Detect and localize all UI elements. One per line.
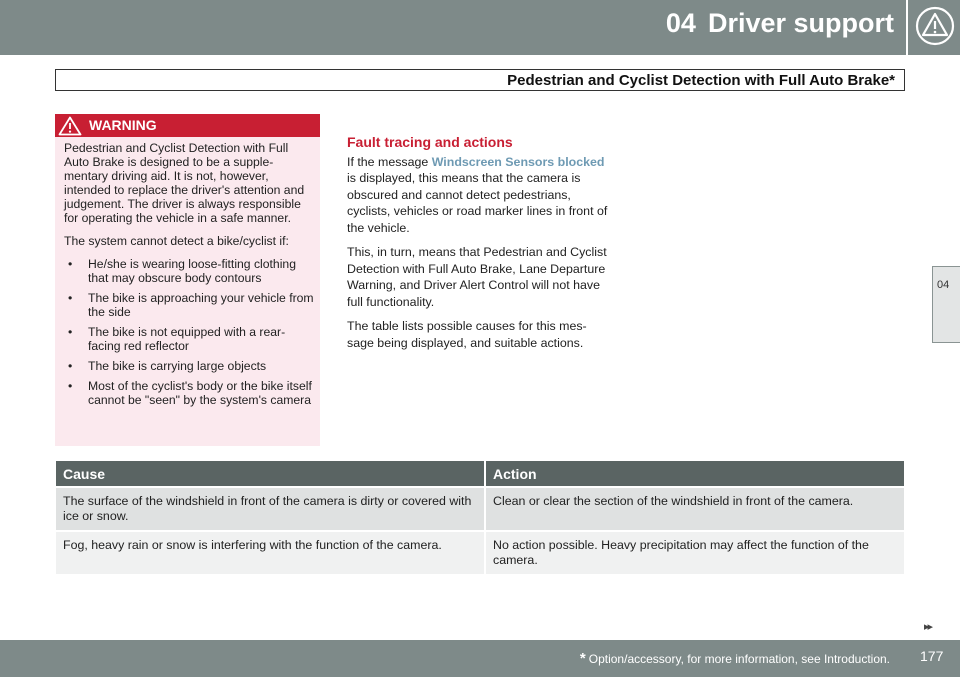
page-number: 177 [920,648,944,664]
bullet: • [68,359,73,373]
footnote-asterisk: * [579,650,586,667]
action-cell: No action possible. Heavy precipitation may affect the function of the camera. [485,531,904,574]
section-title-box [55,69,905,91]
chapter-title [666,8,894,39]
fault-heading: Fault tracing and actions [347,134,513,150]
causes-table [56,461,904,574]
list-item-text: The bike is not equipped with a rear-facing red reflector [88,325,286,353]
side-tab-label: 04 [937,279,950,291]
list-item-text: The bike is carrying large objects [88,359,267,373]
bullet: • [68,325,73,339]
table-row [56,531,904,574]
list-item [64,257,315,285]
column-header-action: Action [485,461,904,487]
bullet: • [68,257,73,271]
bullet: • [68,291,73,305]
list-item [64,291,315,319]
footer-bar [0,640,960,677]
list-item [64,379,315,407]
list-item-text: He/she is wearing loose-fitting clothing that may obscure body contours [88,257,296,285]
warning-list [64,257,315,407]
list-item [64,359,315,373]
footnote [580,650,890,667]
fault-p1-before: If the message [347,154,432,169]
side-tab-strip [932,55,960,640]
fault-paragraph-1 [347,154,612,237]
warning-list-intro: The system cannot detect a bike/cyclist if: [64,234,289,248]
display-message: Windscreen Sensors blocked [431,154,605,169]
warning-box [55,114,320,446]
bullet: • [68,379,73,393]
action-cell: Clean or clear the section of the windshield in front of the camera. [485,487,904,531]
warning-header [55,114,320,137]
warning-circle-icon [906,0,960,55]
warning-triangle-icon [58,116,82,136]
warning-label: WARNING [89,117,157,133]
cause-cell: The surface of the windshield in front of the camera is dirty or covered with ice or snow. [56,487,485,531]
fault-section [347,134,612,359]
fault-p1-after: is displayed, this means that the camera is obscured and cannot detect pedestrians, cyclists, vehicles or road marker lines in front of the vehicle. [347,171,608,235]
list-item-text: The bike is approaching your vehicle from the side [88,291,314,319]
list-item-text: Most of the cyclist's body or the bike itself cannot be "seen" by the system's camera [88,379,312,407]
column-header-cause: Cause [56,461,485,487]
header-bar [0,0,960,55]
footnote-text: Option/accessory, for more information, see Introduction. [588,652,890,666]
warning-intro: Pedestrian and Cyclist Detection with Full Auto Brake is designed to be a supple-mentary driving aid. It is not, however, intended to replace the driver's attention and judgement. The driver is always responsible for operating the vehicle in a safe manner. [64,141,305,225]
warning-body [64,141,315,413]
table-row [56,487,904,531]
chapter-title-text: Driver support [707,8,894,38]
fault-paragraph-3: The table lists possible causes for this mes-sage being displayed, and suitable actions. [347,319,587,350]
fault-paragraph-2: This, in turn, means that Pedestrian and Cyclist Detection with Full Auto Brake, Lane Departure Warning, and Driver Alert Control will not have full functionality. [347,245,607,309]
continue-arrows-icon: ▸▸ [924,621,932,633]
side-tab-chapter[interactable] [932,266,960,343]
cause-cell: Fog, heavy rain or snow is interfering with the function of the camera. [56,531,485,574]
list-item [64,325,315,353]
chapter-number: 04 [665,8,696,38]
table-header-row [56,461,904,487]
section-title: Pedestrian and Cyclist Detection with Full Auto Brake* [507,72,895,89]
